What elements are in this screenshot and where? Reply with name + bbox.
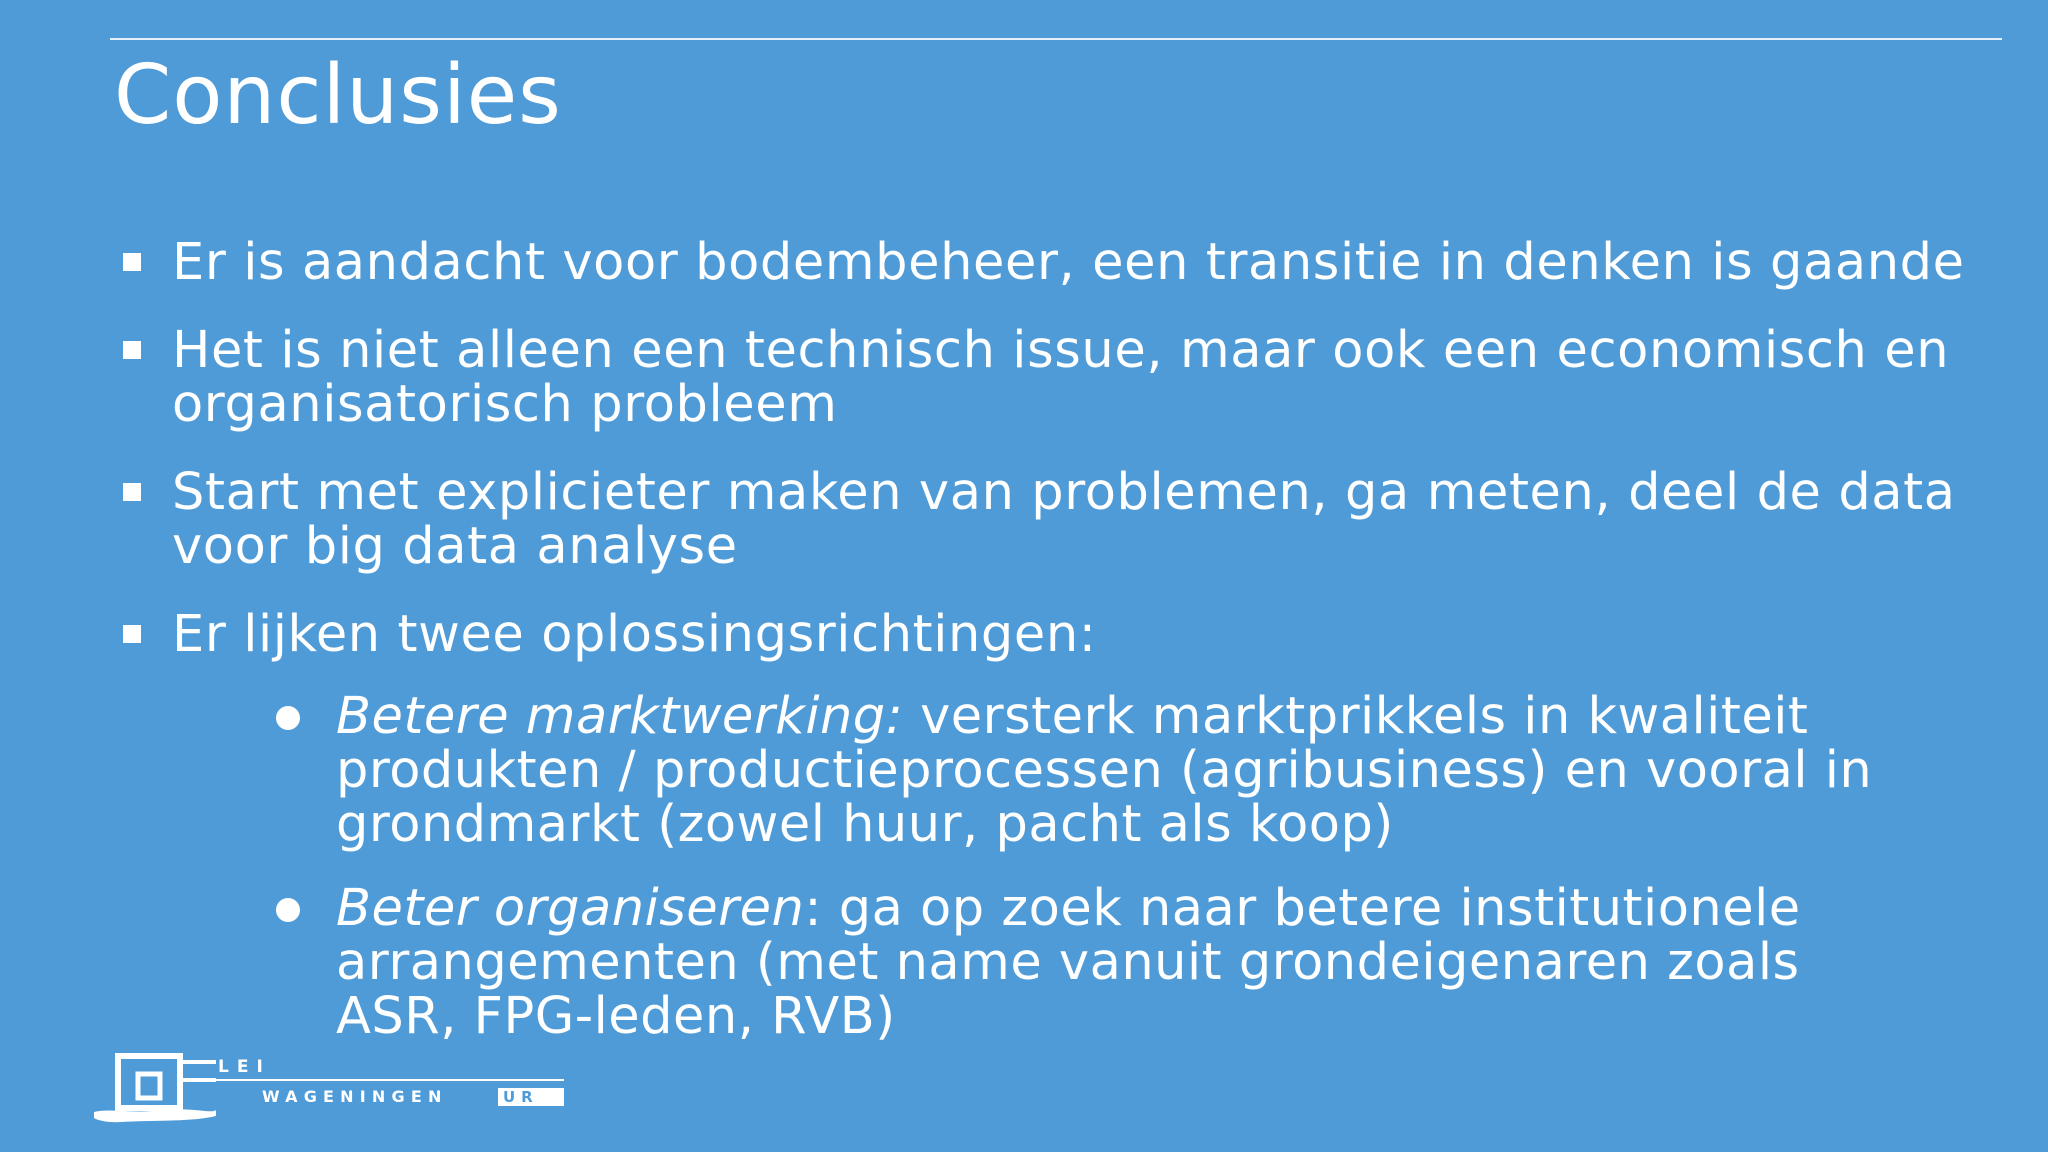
- round-bullet-icon: [276, 898, 300, 922]
- lei-wageningen-ur-logo: [92, 1052, 568, 1124]
- sub-bullet-item: [274, 879, 1884, 1046]
- sub-bullet-lead: Betere marktwerking:: [336, 687, 904, 746]
- sub-bullet-text: : ga op zoek naar betere institutionele arrangementen (met name vanuit grondeigenaren zoals ASR, FPG-leden, RVB): [336, 879, 1801, 1046]
- square-bullet-icon: [123, 483, 141, 501]
- bullet-list: [120, 233, 2000, 1078]
- bullet-text: Er lijken twee oplossingsrichtingen:: [172, 605, 1097, 664]
- bullet-text: Het is niet alleen een technisch issue, maar ook een economisch en organisatorisch probleem: [172, 321, 1950, 434]
- bullet-item: [120, 463, 2000, 576]
- title-rule: [110, 38, 2002, 40]
- sub-bullet-lead: Beter organiseren: [336, 879, 805, 938]
- sub-bullet-item: [274, 687, 1884, 854]
- bullet-text: Start met explicieter maken van problemen, ga meten, deel de data voor big data analyse: [172, 463, 1956, 576]
- slide-title: Conclusies: [114, 48, 562, 143]
- square-bullet-icon: [123, 341, 141, 359]
- sub-bullet-text: versterk marktprikkels in kwaliteit produkten / productieprocessen (agribusiness) en vooral in grondmarkt (zowel huur, pacht als koop): [336, 687, 1873, 854]
- bullet-item: [120, 321, 2000, 434]
- square-bullet-icon: [123, 253, 141, 271]
- building-logo-icon: [94, 1056, 216, 1122]
- logo-wageningen-text: WAGENINGEN: [262, 1087, 448, 1106]
- square-bullet-icon: [123, 625, 141, 643]
- bullet-item: [120, 233, 2000, 292]
- logo-ur-text: UR: [503, 1088, 539, 1106]
- logo-lei-text: LEI: [218, 1057, 271, 1077]
- round-bullet-icon: [276, 706, 300, 730]
- sub-bullet-list: [274, 687, 1884, 1046]
- bullet-text: Er is aandacht voor bodembeheer, een transitie in denken is gaande: [172, 233, 1965, 292]
- bullet-item: [120, 605, 2000, 1046]
